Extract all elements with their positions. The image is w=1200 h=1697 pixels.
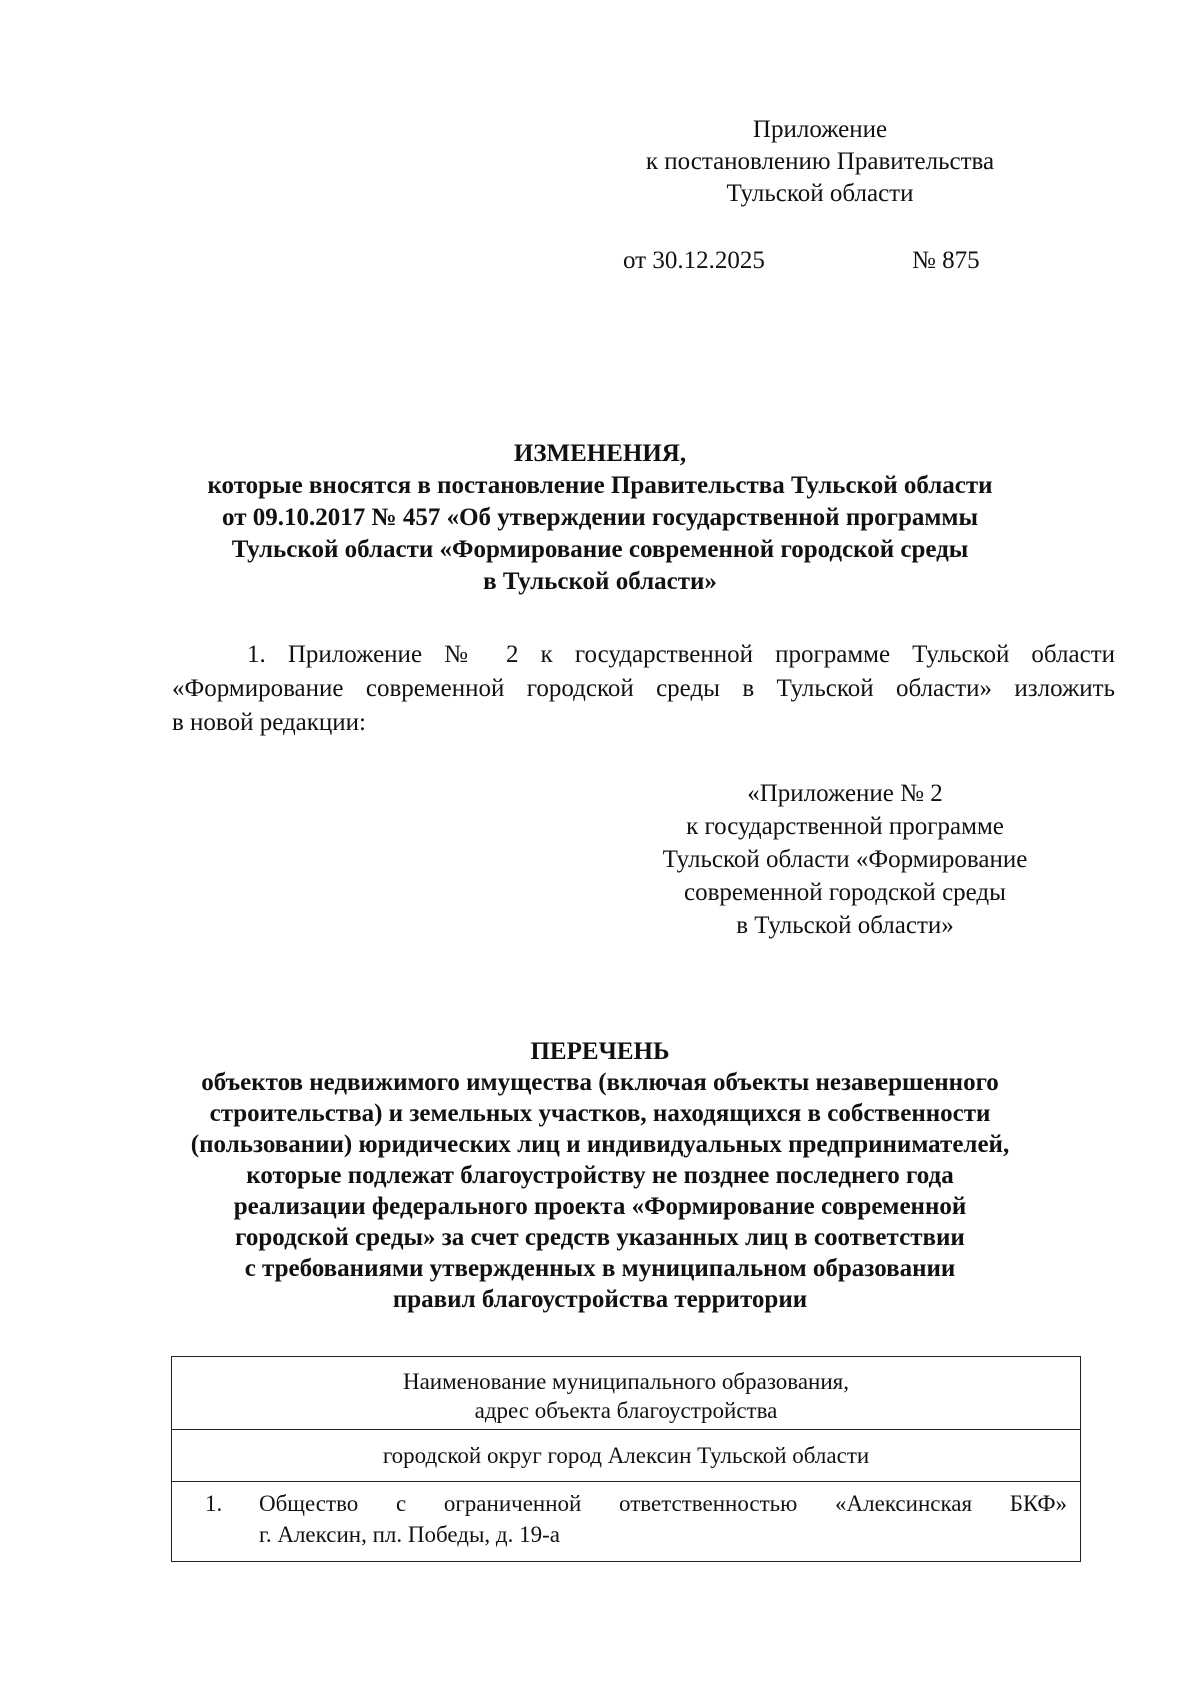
list-subtitle-line: строительства) и земельных участков, находящихся в собственности bbox=[209, 1100, 991, 1127]
changes-title: ИЗМЕНЕНИЯ, bbox=[513, 440, 687, 467]
amendment-paragraph bbox=[172, 638, 1115, 740]
appendix-header-line: к постановлению Правительства bbox=[645, 148, 995, 175]
appendix-2-line: современной городской среды bbox=[684, 879, 1006, 906]
objects-table bbox=[171, 1356, 1081, 1562]
list-subtitle-line: объектов недвижимого имущества (включая объекты незавершенного bbox=[201, 1069, 999, 1096]
appendix-2-header bbox=[620, 777, 1070, 942]
appendix-2-line: «Приложение № 2 bbox=[747, 780, 943, 807]
changes-subtitle-line: Тульской области «Формирование современной городской среды bbox=[231, 536, 969, 563]
list-subtitle-line: реализации федерального проекта «Формирование современной bbox=[233, 1193, 967, 1220]
row-text-line: Общество с ограниченной ответственностью «Алексинская БКФ» bbox=[259, 1491, 1067, 1516]
row-text-line: г. Алексин, пл. Победы, д. 19-а bbox=[259, 1522, 560, 1547]
appendix-2-line: к государственной программе bbox=[686, 813, 1004, 840]
list-title: ПЕРЕЧЕНЬ bbox=[530, 1038, 670, 1065]
row-text bbox=[259, 1488, 1067, 1550]
row-number: 1. bbox=[205, 1491, 223, 1516]
table-header-line: адрес объекта благоустройства bbox=[474, 1398, 778, 1423]
table-row bbox=[172, 1481, 1080, 1561]
list-subtitle-line: правил благоустройства территории bbox=[392, 1286, 808, 1313]
resolution-number: № 875 bbox=[912, 247, 980, 274]
changes-heading bbox=[100, 438, 1100, 598]
changes-subtitle-line: в Тульской области» bbox=[483, 568, 717, 595]
paragraph-line: в новой редакции: bbox=[172, 709, 367, 736]
list-subtitle-line: (пользовании) юридических лиц и индивидуальных предпринимателей, bbox=[190, 1131, 1010, 1158]
changes-subtitle-line: которые вносятся в постановление Правительства Тульской области bbox=[207, 472, 993, 499]
appendix-header bbox=[620, 114, 1020, 210]
paragraph-line: 1. Приложение № 2 к государственной программе Тульской области bbox=[247, 641, 1115, 668]
list-subtitle-line: с требованиями утвержденных в муниципальном образовании bbox=[244, 1255, 956, 1282]
list-subtitle-line: городской среды» за счет средств указанных лиц в соответствии bbox=[235, 1224, 965, 1251]
list-subtitle-line: которые подлежат благоустройству не позднее последнего года bbox=[246, 1162, 954, 1189]
resolution-date: от 30.12.2025 bbox=[623, 247, 765, 274]
table-group-row: городской округ город Алексин Тульской области bbox=[172, 1429, 1080, 1481]
changes-subtitle-line: от 09.10.2017 № 457 «Об утверждении государственной программы bbox=[222, 504, 978, 531]
appendix-header-line: Тульской области bbox=[726, 180, 914, 207]
paragraph-line: «Формирование современной городской среды в Тульской области» изложить bbox=[172, 675, 1115, 702]
table-header-line: Наименование муниципального образования, bbox=[402, 1369, 849, 1394]
appendix-header-line: Приложение bbox=[752, 116, 888, 143]
table-header bbox=[172, 1357, 1080, 1429]
appendix-2-line: Тульской области «Формирование bbox=[662, 846, 1028, 873]
list-heading bbox=[100, 1036, 1100, 1315]
appendix-2-line: в Тульской области» bbox=[736, 912, 954, 939]
